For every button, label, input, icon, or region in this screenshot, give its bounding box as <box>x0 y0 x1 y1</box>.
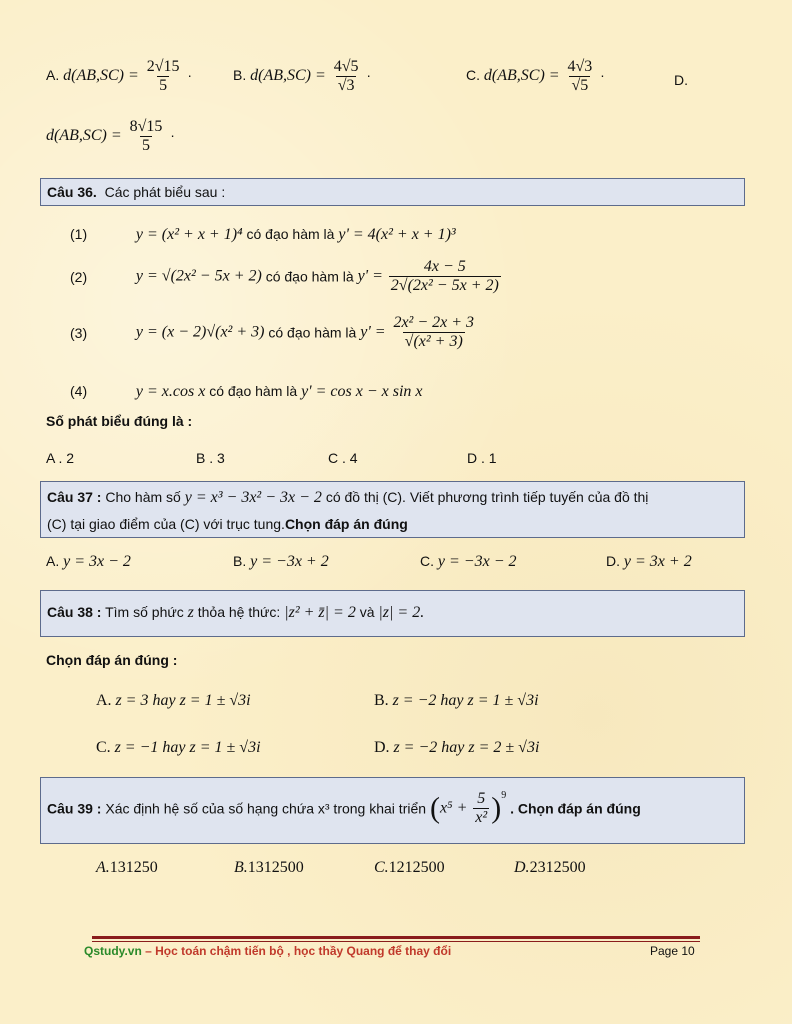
q36-item-1: (1) y = (x² + x + 1)⁴ có đạo hàm là y' = 4(x² + x + 1)³ <box>70 226 456 243</box>
q35-option-b: B. d(AB,SC) = $\frac{4√5}{√3}$ · <box>233 58 372 94</box>
q35-option-d: d(AB,SC) = $\frac{8√15}{5}$ · <box>46 118 175 154</box>
q39-header-box <box>40 777 745 844</box>
q36-header: Câu 36. Các phát biểu sau : <box>47 184 226 200</box>
q36-item-4: (4) y = x.cos x có đạo hàm là y' = cos x − x sin x <box>70 383 423 400</box>
q37-line2: (C) tại giao điểm của (C) với trục tung.Chọn đáp án đúng <box>47 516 408 532</box>
q36-answer-b: B . 3 <box>196 450 225 466</box>
footer-slogan: Qstudy.vn – Học toán chậm tiến bộ , học thầy Quang để thay đổi <box>84 944 452 958</box>
q36-item-2: (2) y = √(2x² − 5x + 2) có đạo hàm là y' = $\frac{4x - 5}{\text{2√(2x² − 5x + 2)}}$ <box>70 258 499 294</box>
footer-site-link[interactable]: Qstudy.vn <box>84 944 142 958</box>
q38-answer-c: C. z = −1 hay z = 1 ± √3i <box>96 739 261 756</box>
footer-divider-thick <box>92 936 700 939</box>
q36-answer-a: A . 2 <box>46 450 75 466</box>
q38-header: Câu 38 : Tìm số phức z thỏa hệ thức: |z² + z̄| = 2 và |z| = 2. <box>47 604 425 621</box>
q36-answer-d: D . 1 <box>467 450 497 466</box>
q39-answer-a: A.131250 <box>96 859 158 876</box>
q36-header-box <box>40 178 745 206</box>
page-number: Page 10 <box>650 944 695 958</box>
q37-answer-d: D. y = 3x + 2 <box>606 553 692 570</box>
q38-header-box <box>40 590 745 637</box>
q37-answer-b: B. y = −3x + 2 <box>233 553 329 570</box>
q37-header-box <box>40 481 745 538</box>
q37-answer-c: C. y = −3x − 2 <box>420 553 517 570</box>
q39-answer-d: D.2312500 <box>514 859 586 876</box>
q39-header: Câu 39 : Xác định hệ số của số hạng chứa x³ trong khai triển (x⁵ + $\frac{5}{\text{x²}}$ )$^9$ . Chọn đáp án đúng <box>47 790 641 826</box>
q39-answer-c: C.1212500 <box>374 859 445 876</box>
q36-question: Số phát biểu đúng là : <box>46 413 193 429</box>
q38-answer-a: A. z = 3 hay z = 1 ± √3i <box>96 692 251 709</box>
q38-choose: Chọn đáp án đúng : <box>46 652 178 668</box>
q37-answer-a: A. y = 3x − 2 <box>46 553 131 570</box>
q36-answer-c: C . 4 <box>328 450 358 466</box>
q38-answer-d: D. z = −2 hay z = 2 ± √3i <box>374 739 540 756</box>
q35-option-d-label: D. <box>674 72 688 88</box>
q39-answer-b: B.1312500 <box>234 859 304 876</box>
q37-line1: Câu 37 : Cho hàm số y = x³ − 3x² − 3x − 2 có đồ thị (C). Viết phương trình tiếp tuyến của đồ thị <box>47 489 649 506</box>
footer-divider-thin <box>92 941 700 942</box>
q36-item-3: (3) y = (x − 2)√(x² + 3) có đạo hàm là y' = $\frac{\text{2x² − 2x + 3}}{\text{√(x² + 3)}}$ <box>70 314 475 350</box>
q35-option-a: A. d(AB,SC) = $\frac{2√15}{5}$ · <box>46 58 193 94</box>
q35-option-c: C. d(AB,SC) = $\frac{4√3}{√5}$ · <box>466 58 605 94</box>
q38-answer-b: B. z = −2 hay z = 1 ± √3i <box>374 692 539 709</box>
